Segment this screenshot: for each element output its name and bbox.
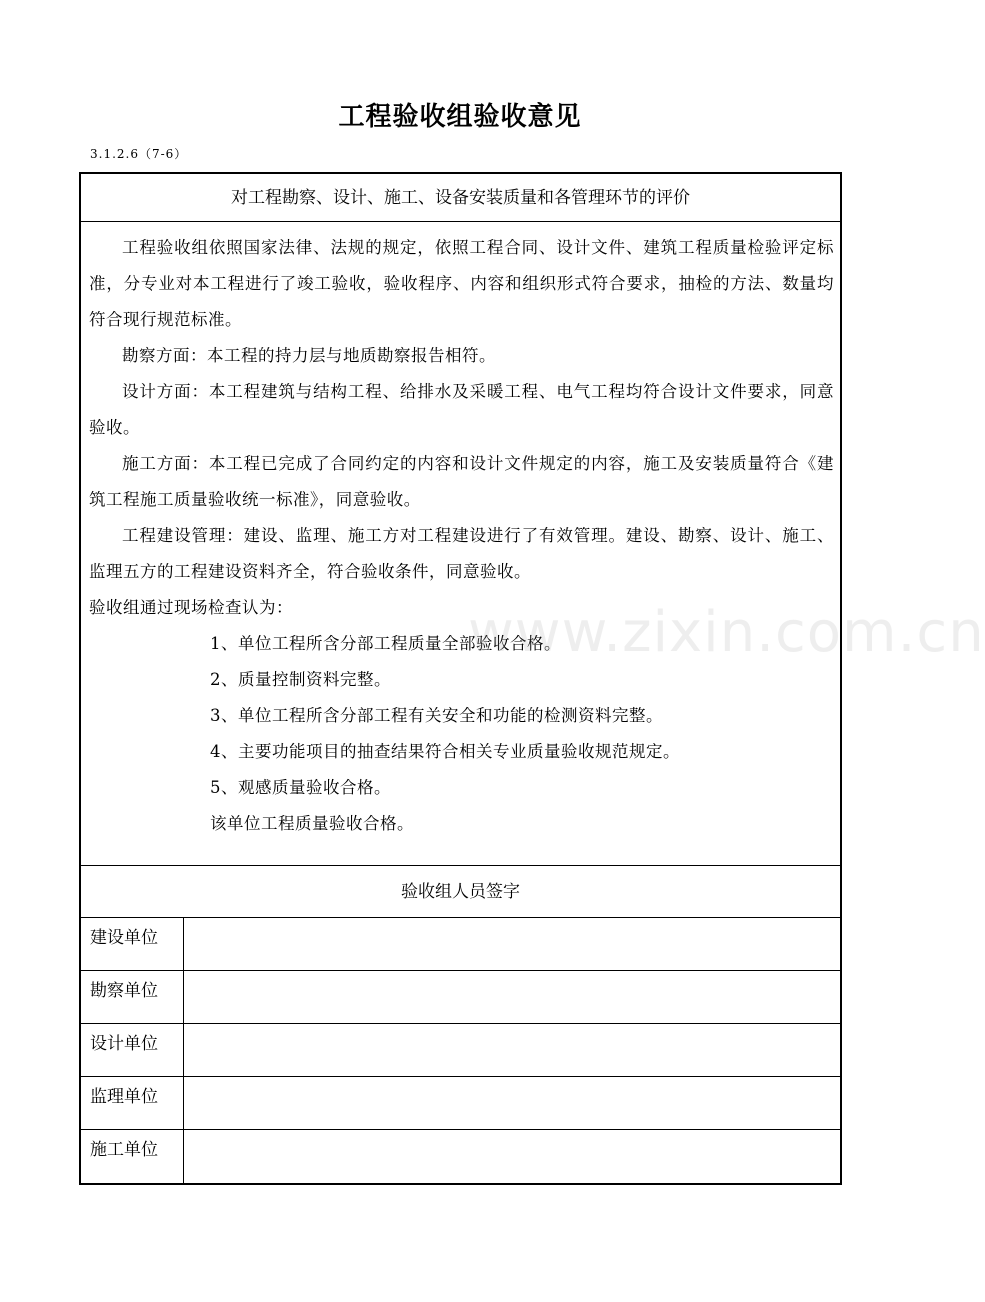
- signature-row-supervision: [81, 1077, 840, 1130]
- evaluation-paragraph: 施工方面：本工程已完成了合同约定的内容和设计文件规定的内容，施工及安装质量符合《建筑工程施工质量验收统一标准》，同意验收。: [89, 454, 834, 509]
- signature-field-supervision[interactable]: [184, 1077, 840, 1129]
- evaluation-body: [89, 230, 834, 842]
- signature-row-survey: [81, 971, 840, 1024]
- page-title: 工程验收组验收意见: [338, 102, 582, 132]
- conclusion-item: 4、主要功能项目的抽查结果符合相关专业质量验收规范规定。: [210, 742, 680, 761]
- evaluation-paragraph: 设计方面：本工程建筑与结构工程、给排水及采暖工程、电气工程均符合设计文件要求，同意验收。: [89, 382, 834, 437]
- signature-header: 验收组人员签字: [81, 865, 840, 918]
- conclusion-intro: 验收组通过现场检查认为：: [89, 598, 293, 617]
- signature-label: 设计单位: [81, 1024, 184, 1076]
- signature-field-contractor[interactable]: [184, 1130, 840, 1183]
- acceptance-opinion-table: [79, 172, 842, 1185]
- signature-row-contractor: [81, 1130, 840, 1183]
- document-code: 3.1.2.6（7-6）: [90, 147, 188, 161]
- conclusion-item: 5、观感质量验收合格。: [210, 778, 391, 797]
- final-conclusion: 该单位工程质量验收合格。: [210, 814, 414, 833]
- conclusion-item: 3、单位工程所含分部工程有关安全和功能的检测资料完整。: [210, 706, 663, 725]
- signature-label: 建设单位: [81, 918, 184, 970]
- signature-label: 施工单位: [81, 1130, 184, 1183]
- conclusion-item: 2、质量控制资料完整。: [210, 670, 391, 689]
- signature-row-construction: [81, 918, 840, 971]
- signature-field-construction[interactable]: [184, 918, 840, 970]
- conclusion-item: 1、单位工程所含分部工程质量全部验收合格。: [210, 634, 561, 653]
- evaluation-paragraph: 勘察方面：本工程的持力层与地质勘察报告相符。: [122, 346, 496, 365]
- signature-label: 监理单位: [81, 1077, 184, 1129]
- signature-label: 勘察单位: [81, 971, 184, 1023]
- signature-field-survey[interactable]: [184, 971, 840, 1023]
- evaluation-paragraph: 工程验收组依照国家法律、法规的规定，依照工程合同、设计文件、建筑工程质量检验评定标准，分专业对本工程进行了竣工验收，验收程序、内容和组织形式符合要求，抽检的方法、数量均符合现行规范标准。: [89, 238, 834, 329]
- evaluation-paragraph: 工程建设管理：建设、监理、施工方对工程建设进行了有效管理。建设、勘察、设计、施工、监理五方的工程建设资料齐全，符合验收条件，同意验收。: [89, 526, 834, 581]
- watermark: www.zixin.com.cn: [468, 600, 985, 665]
- evaluation-header: 对工程勘察、设计、施工、设备安装质量和各管理环节的评价: [81, 174, 840, 222]
- signature-field-design[interactable]: [184, 1024, 840, 1076]
- signature-row-design: [81, 1024, 840, 1077]
